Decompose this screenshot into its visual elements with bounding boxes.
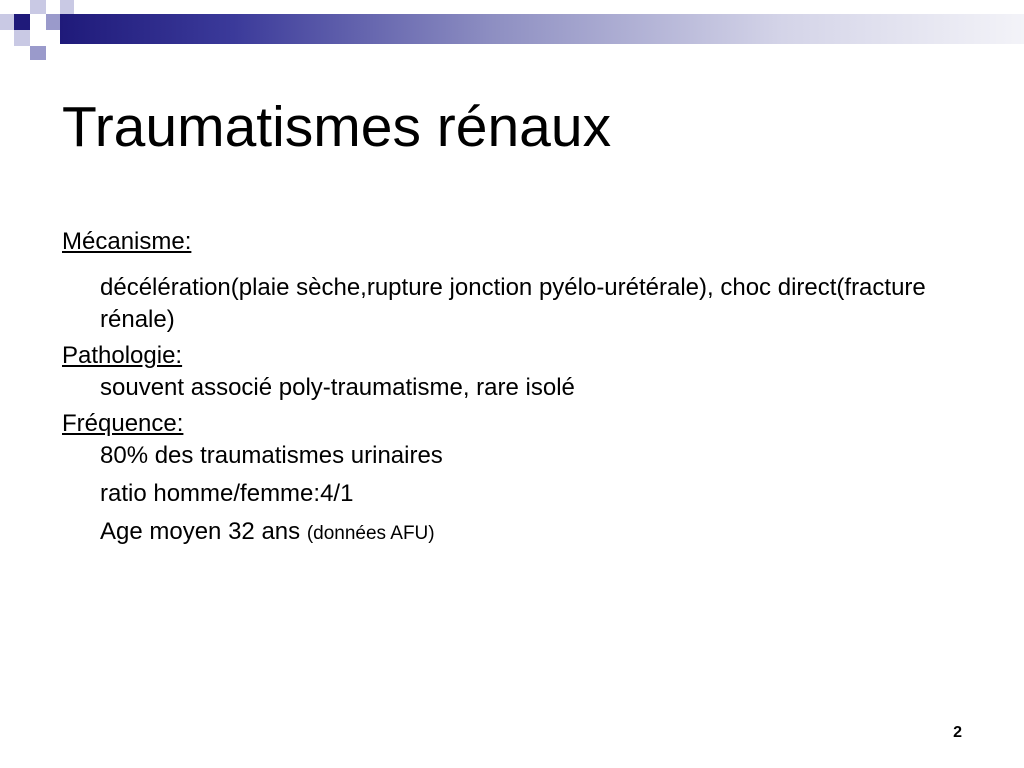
decorative-square <box>46 14 60 30</box>
slide-number: 2 <box>953 724 962 741</box>
header-gradient-band <box>60 14 1024 44</box>
slide-body <box>62 226 942 550</box>
section-heading-pathologie: Pathologie: <box>62 342 183 369</box>
decorative-square <box>46 0 60 14</box>
section-heading-mecanisme: Mécanisme: <box>62 228 192 255</box>
bullet-item: 80% des traumatismes urinaires <box>100 442 443 469</box>
decorative-square <box>30 46 46 60</box>
bullet-item: ratio homme/femme:4/1 <box>100 480 354 507</box>
source-note: (données AFU) <box>306 523 435 544</box>
bullet-item: souvent associé poly-traumatisme, rare isolé <box>100 374 575 401</box>
bullet-item: décélération(plaie sèche,rupture jonction pyélo-urétérale), choc direct(fracture rénale) <box>100 274 926 333</box>
decorative-square <box>14 30 30 46</box>
decorative-square <box>30 0 46 14</box>
decorative-square <box>0 0 14 14</box>
decorative-square <box>0 14 14 30</box>
decorative-square <box>60 0 74 14</box>
slide-title: Traumatismes rénaux <box>62 95 612 159</box>
decorative-square <box>14 14 30 30</box>
bullet-item-main: Age moyen 32 ans <box>100 518 301 545</box>
section-heading-frequence: Fréquence: <box>62 410 184 437</box>
bullet-item <box>100 516 942 550</box>
